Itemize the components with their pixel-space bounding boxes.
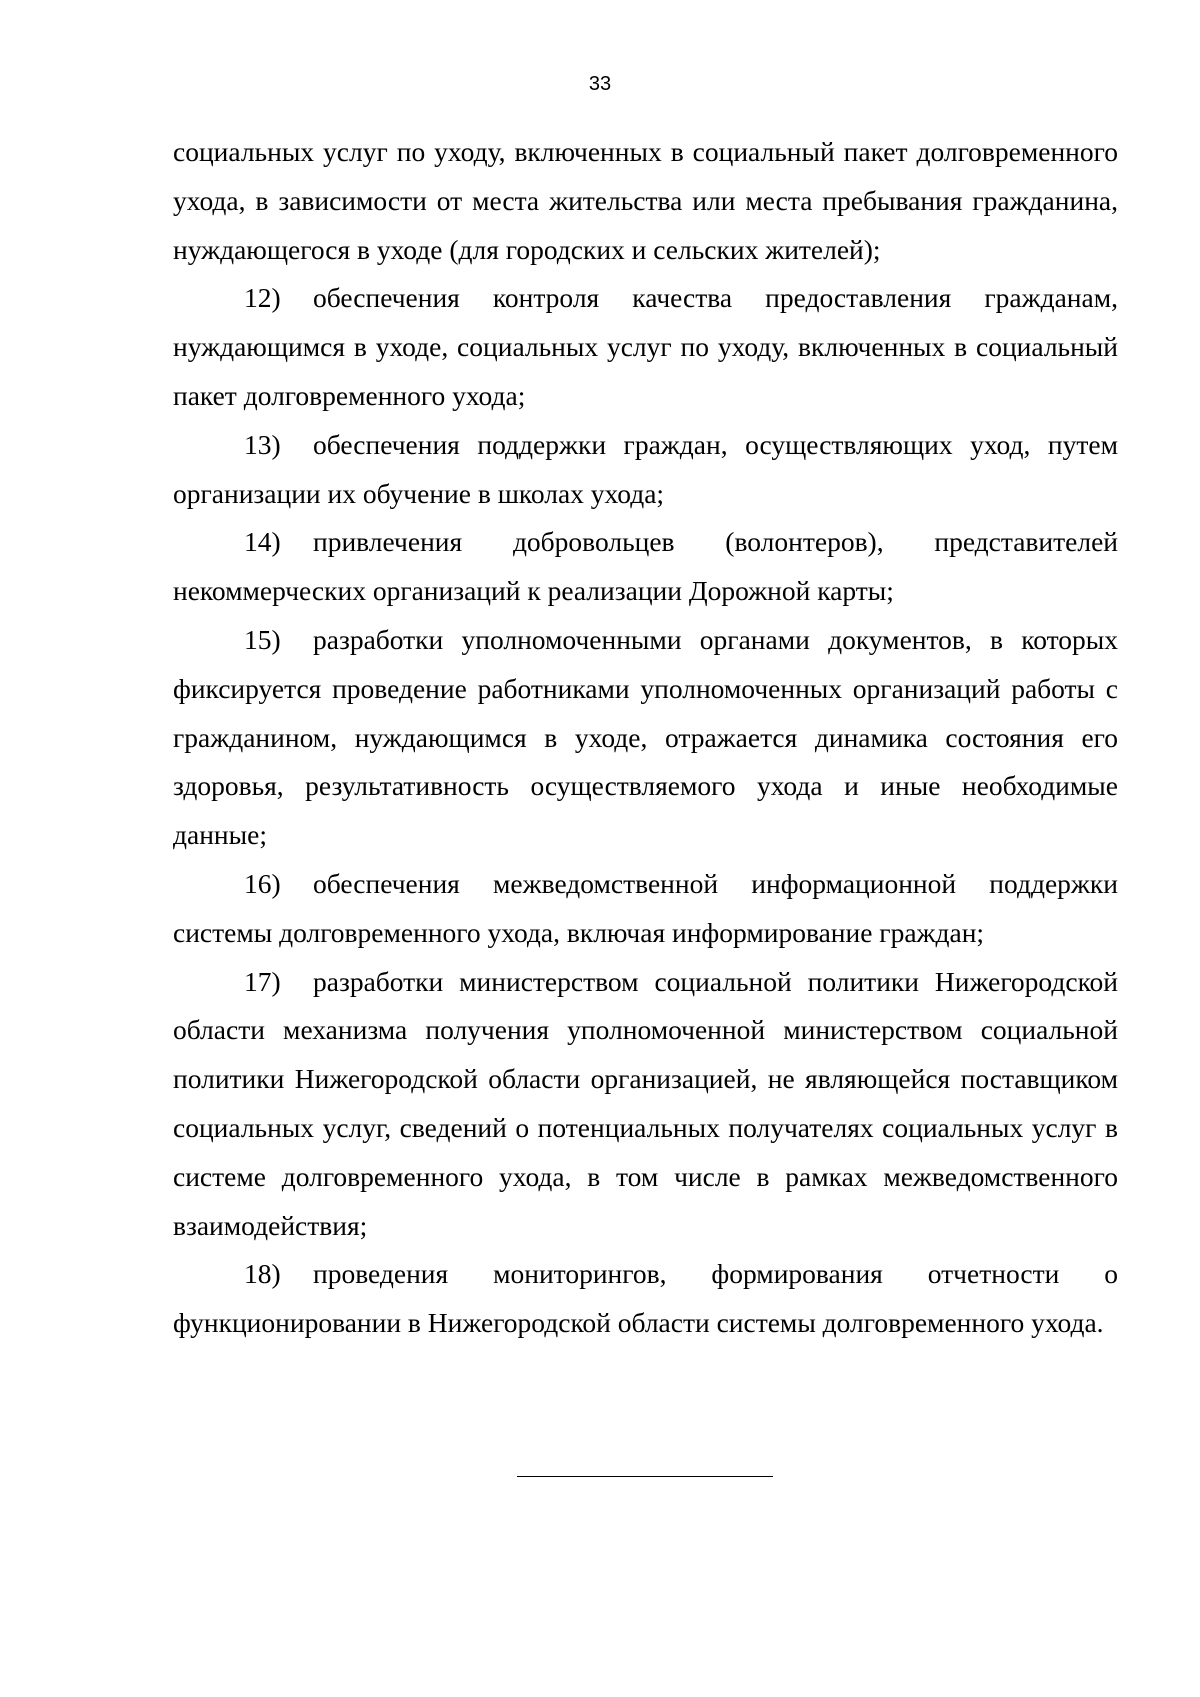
list-item-17 [173,958,1118,1251]
list-item-number: 14) [244,526,281,558]
end-of-document-rule [517,1476,773,1477]
list-item-13 [173,421,1118,519]
document-body [173,128,1118,1348]
list-item-number: 15) [244,623,281,655]
paragraph-text: социальных услуг по уходу, включенных в социальный пакет долговременного ухода, в зависимости от места жительства или места пребывания гражданина, нуждающегося в уходе (для городских и сельских жителей); [173,136,1118,265]
list-item-text: обеспечения поддержки граждан, осуществляющих уход, путем организации их обучение в школах ухода; [173,428,1118,509]
list-item-number: 18) [244,1258,281,1290]
list-item-14 [173,518,1118,616]
list-item-18 [173,1250,1118,1348]
list-item-text: разработки уполномоченными органами документов, в которых фиксируется проведение работниками уполномоченных организаций работы с гражданином, нуждающимся в уходе, отражается динамика состояния его здоровья, результативность осуществляемого ухода и иные необходимые данные; [173,623,1118,851]
page-number: 33 [588,73,612,95]
list-item-text: обеспечения контроля качества предоставления гражданам, нуждающимся в уходе, социальных услуг по уходу, включенных в социальный пакет долговременного ухода; [173,282,1118,411]
list-item-text: разработки министерством социальной политики Нижегородской области механизма получения уполномоченной министерством социальной политики Нижегородской области организацией, не являющейся поставщиком социальных услуг, сведений о потенциальных получателях социальных услуг в системе долговременного ухода, в том числе в рамках межведомственного взаимодействия; [173,965,1118,1241]
list-item-number: 12) [244,282,281,314]
list-item-15 [173,616,1118,860]
paragraph-continuation [173,128,1118,274]
list-item-number: 17) [244,965,281,997]
list-item-text: проведения мониторингов, формирования отчетности о функционировании в Нижегородской области системы долговременного ухода. [173,1258,1118,1339]
list-item-text: привлечения добровольцев (волонтеров), представителей некоммерческих организаций к реализации Дорожной карты; [173,526,1118,607]
list-item-16 [173,860,1118,958]
list-item-12 [173,274,1118,420]
list-item-number: 13) [244,428,281,460]
list-item-number: 16) [244,867,281,899]
list-item-text: обеспечения межведомственной информационной поддержки системы долговременного ухода, включая информирование граждан; [173,867,1118,948]
